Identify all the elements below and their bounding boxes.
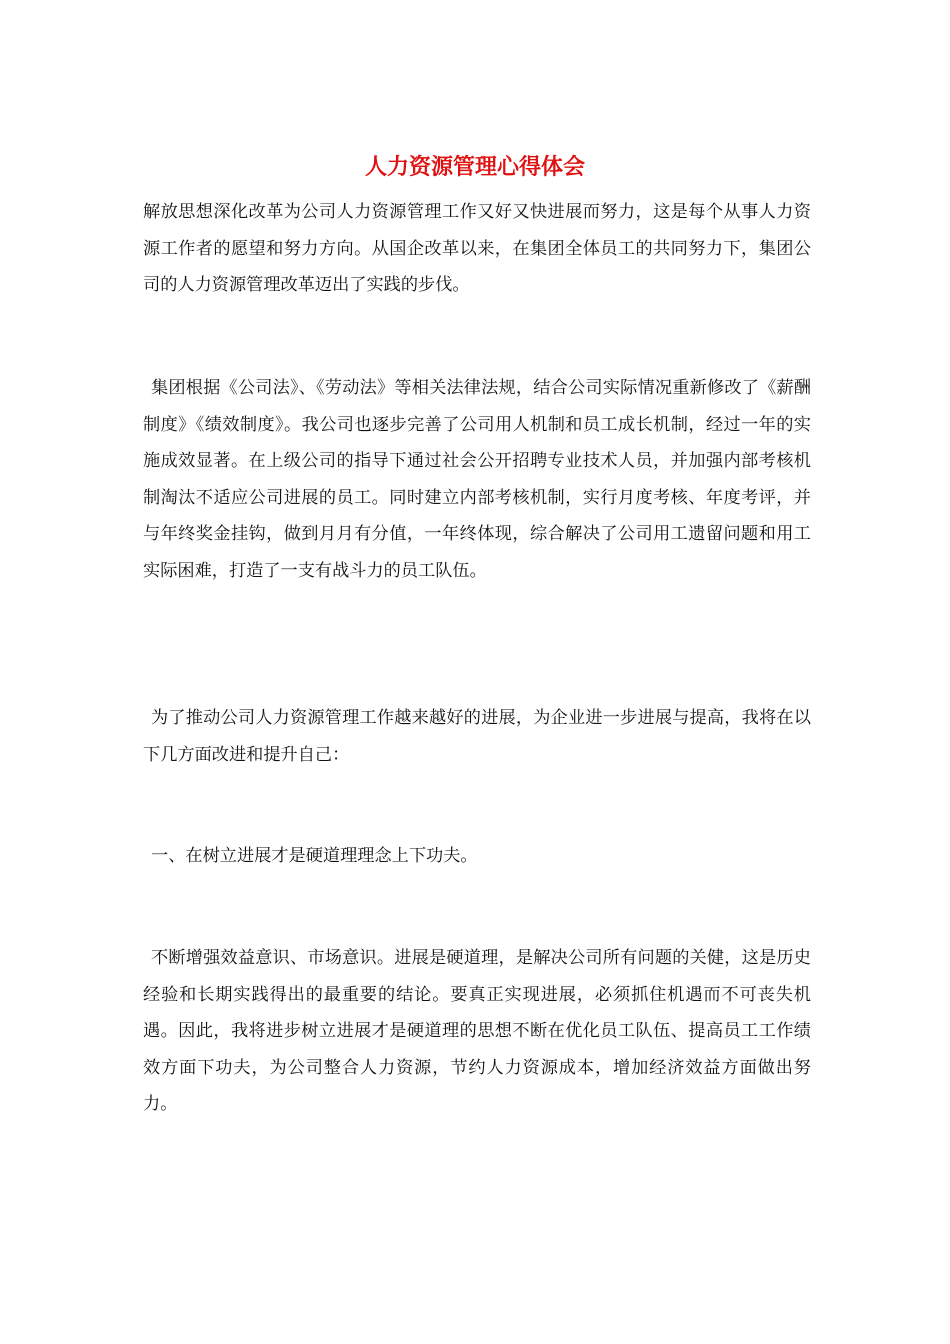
paragraph-intro: 解放思想深化改革为公司人力资源管理工作又好又快进展而努力，这是每个从事人力资源工作者的愿望和努力方向。从国企改革以来，在集团全体员工的共同努力下，集团公司的人力资源管理改革迈出了实践的步伐。 (143, 202, 811, 295)
document-title: 人力资源管理心得体会 (364, 154, 585, 180)
section-heading-one: 一、在树立进展才是硬道理理念上下功夫。 (151, 846, 478, 866)
paragraph-efficiency: 不断增强效益意识、市场意识。进展是硬道理，是解决公司所有问题的关健，这是历史经验和长期实践得出的最重要的结论。要真正实现进展，必须抓住机遇而不可丧失机遇。因此，我将进步树立进展才是硬道理的思想不断在优化员工队伍、提高员工工作绩效方面下功夫，为公司整合人力资源，节约人力资源成本，增加经济效益方面做出努力。 (143, 948, 811, 1114)
paragraph-improvement: 为了推动公司人力资源管理工作越来越好的进展，为企业进一步进展与提高，我将在以下几方面改进和提升自己： (143, 708, 811, 765)
paragraph-reform: 集团根据《公司法》、《劳动法》等相关法律法规，结合公司实际情况重新修改了《薪酬制度》《绩效制度》。我公司也逐步完善了公司用人机制和员工成长机制，经过一年的实施成效显著。在上级公司的指导下通过社会公开招聘专业技术人员，并加强内部考核机制淘汰不适应公司进展的员工。同时建立内部考核机制，实行月度考核、年度考评，并与年终奖金挂钩，做到月月有分值，一年终体现，综合解决了公司用工遗留问题和用工实际困难，打造了一支有战斗力的员工队伍。 (143, 378, 811, 581)
